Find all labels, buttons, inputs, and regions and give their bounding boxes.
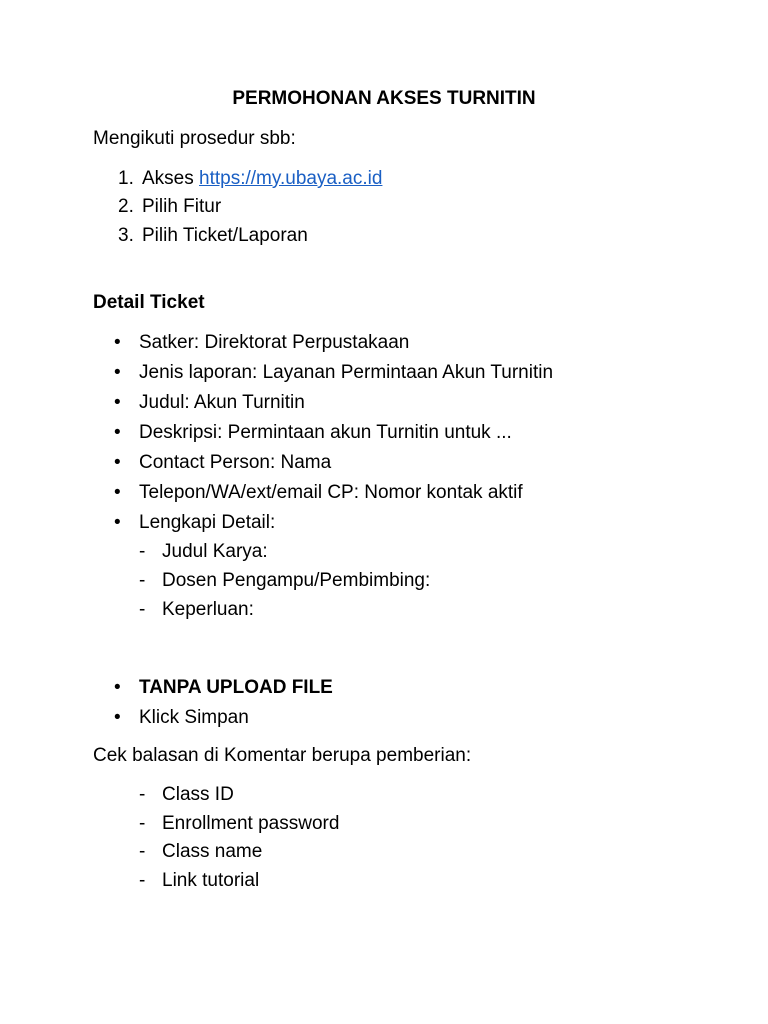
detail-heading: Detail Ticket <box>93 292 205 313</box>
bullet-glyph: • <box>114 362 121 383</box>
bullet-glyph: • <box>114 677 121 698</box>
bullet-glyph: • <box>114 392 121 413</box>
document-page: PERMOHONAN AKSES TURNITIN Mengikuti prosedur sbb: 1. Akses https://my.ubaya.ac.id 2. Pilih Fitur 3. Pilih Ticket/Laporan Detail Ticket • Satker: Direktorat Perpustakaan • Jenis laporan: Layanan Permintaan Akun Turnitin • Judul: Akun Turnitin • Deskripsi: Permintaan akun Turnitin untuk ... • Contact Person: Nama • Telepon/WA/ext/email CP: Nomor kontak aktif • Lengkapi Detail: - Judul Karya: - Dosen Pengampu/Pembimbing: - Keperluan: • TANPA UPLOAD FILE • Klick Simpan Cek balasan di Komentar berupa pemberian: - Class ID - Enrollment password - Class name - Link tutorial <box>0 0 768 1024</box>
dash-glyph: - <box>139 870 146 891</box>
step-2: 2. Pilih Fitur <box>118 196 222 217</box>
ubaya-link[interactable]: https://my.ubaya.ac.id <box>199 168 383 189</box>
dash-glyph: - <box>139 841 146 862</box>
step-1: 1. Akses https://my.ubaya.ac.id <box>118 168 383 189</box>
step-3: 3. Pilih Ticket/Laporan <box>118 225 308 246</box>
bullet-glyph: • <box>114 707 121 728</box>
bullet-glyph: • <box>114 482 121 503</box>
bullet-glyph: • <box>114 422 121 443</box>
dash-glyph: - <box>139 813 146 834</box>
dash-glyph: - <box>139 784 146 805</box>
bullet-glyph: • <box>114 512 121 533</box>
bullet-glyph: • <box>114 332 121 353</box>
dash-glyph: - <box>139 599 146 620</box>
document-title: PERMOHONAN AKSES TURNITIN <box>232 88 536 109</box>
reply-intro: Cek balasan di Komentar berupa pemberian: <box>93 745 472 766</box>
dash-glyph: - <box>139 570 146 591</box>
intro-text: Mengikuti prosedur sbb: <box>93 128 296 149</box>
dash-glyph: - <box>139 541 146 562</box>
bullet-glyph: • <box>114 452 121 473</box>
